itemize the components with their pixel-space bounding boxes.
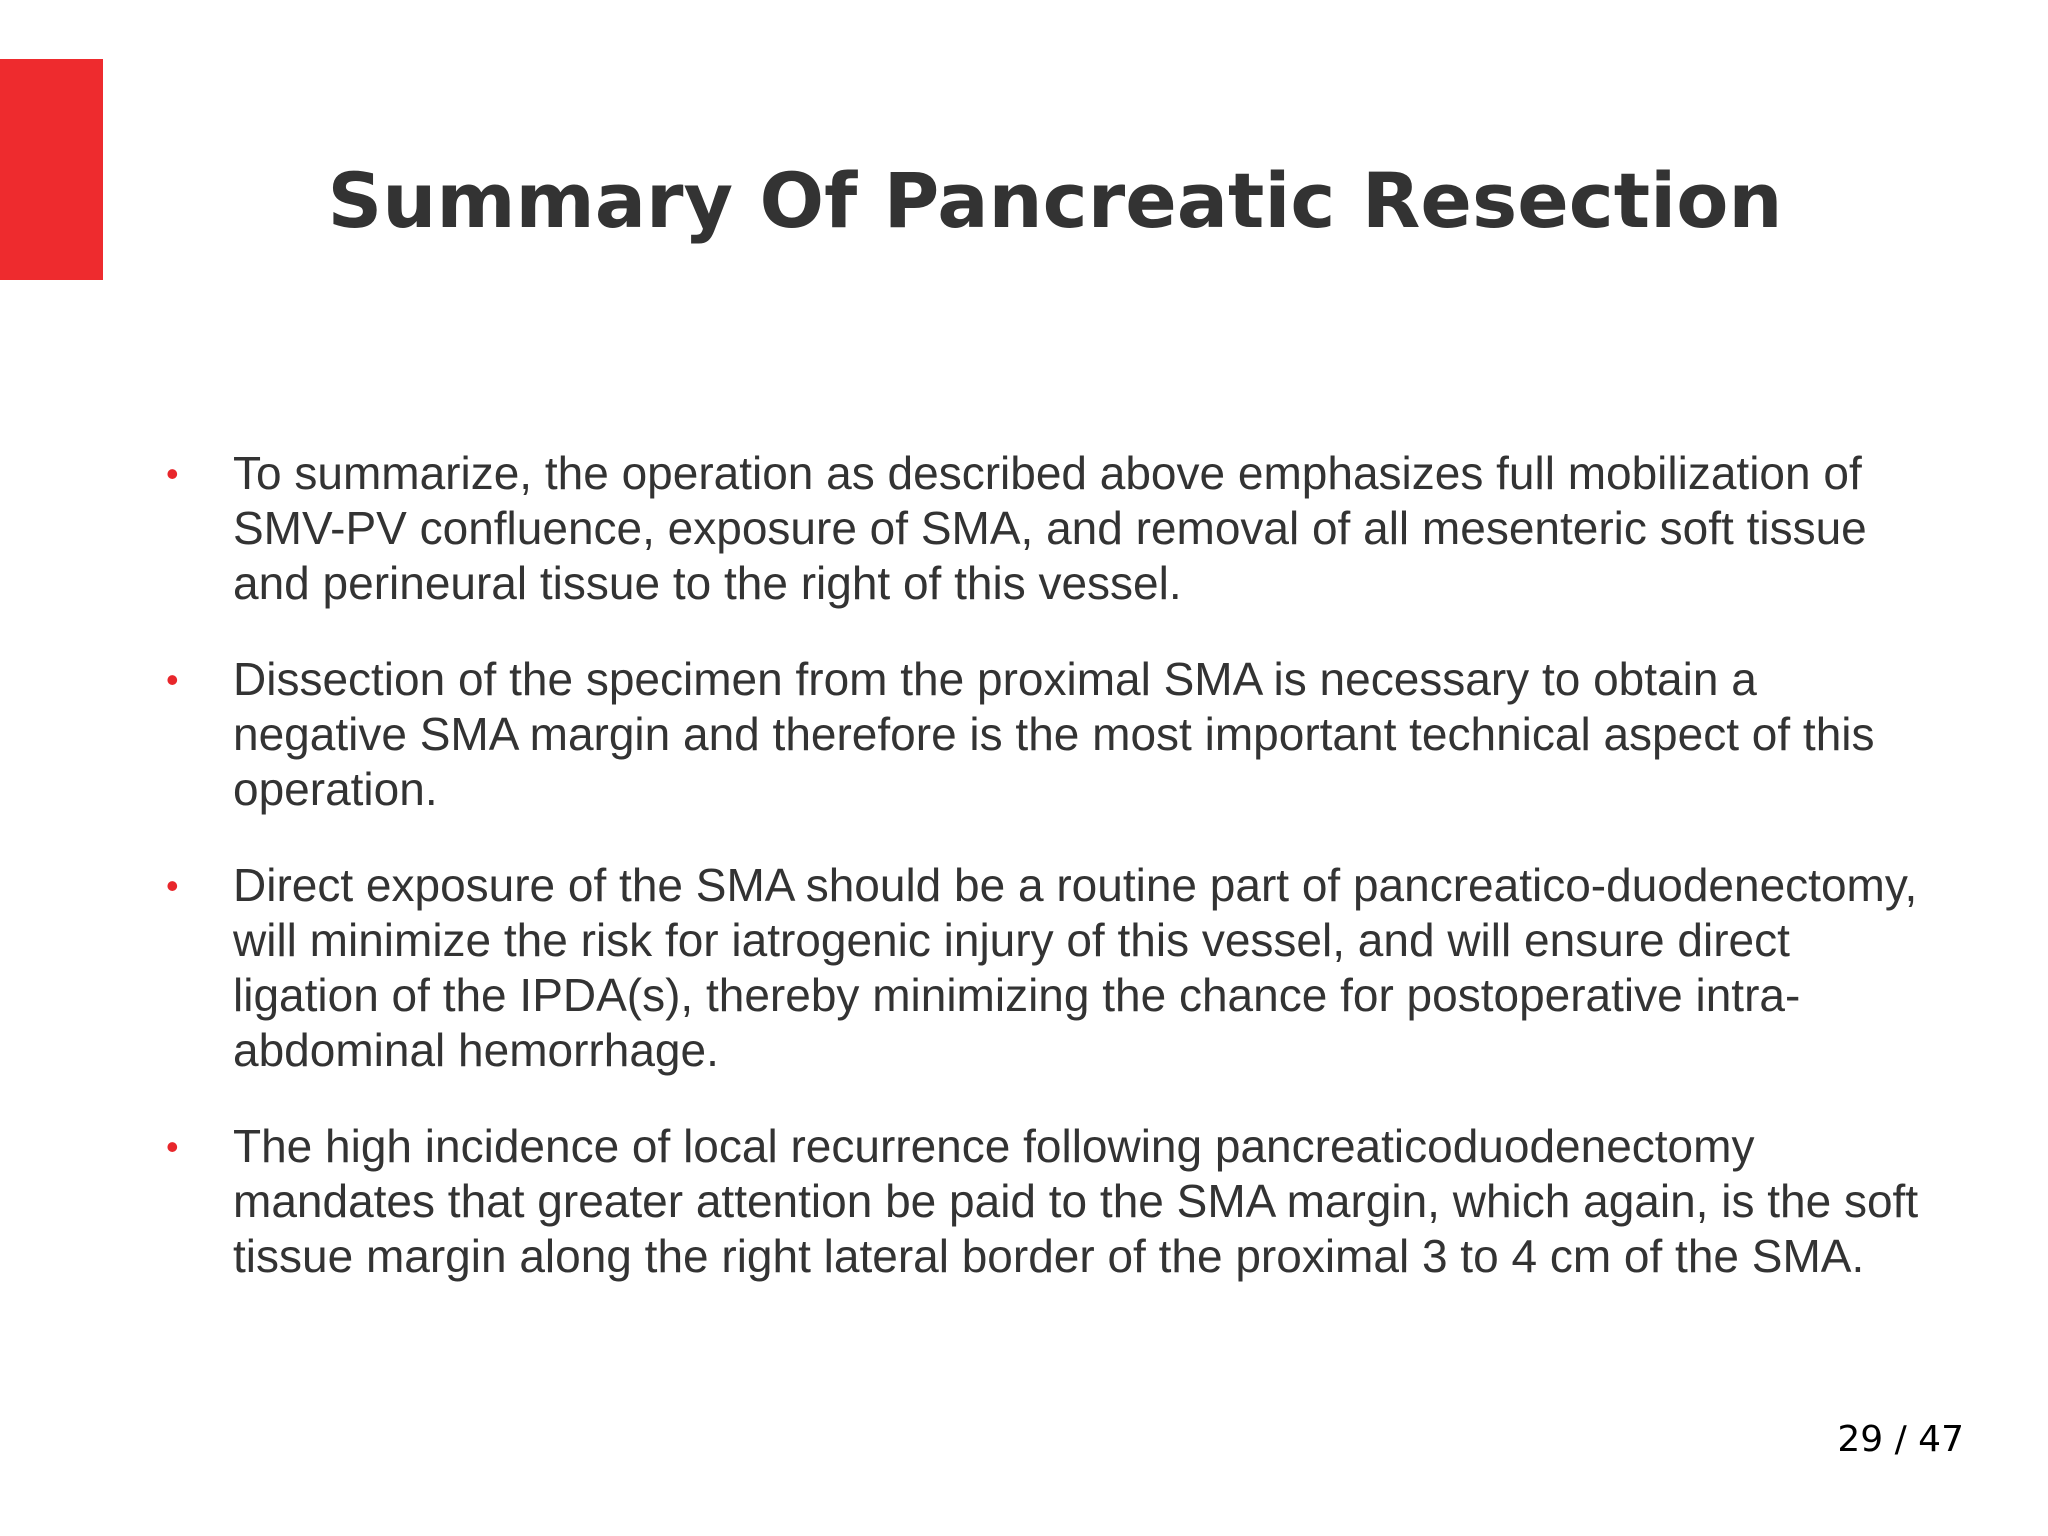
bullet-text: Dissection of the specimen from the proximal SMA is necessary to obtain a negative SMA margin and therefore is the most important technical aspect of this operation. [233, 653, 1875, 815]
bullet-dot-icon: • [166, 865, 179, 906]
bullet-text: Direct exposure of the SMA should be a routine part of pancreatico-duodenectomy, will minimize the risk for iatrogenic injury of this vessel, and will ensure direct ligation of the IPDA(s), thereby minimizing the chance for postoperative intra-abdominal hemorrhage. [233, 859, 1918, 1076]
bullet-item [0, 1119, 1933, 1284]
bullet-text: To summarize, the operation as described above emphasizes full mobilization of SMV-PV confluence, exposure of SMA, and removal of all mesenteric soft tissue and perineural tissue to the right of this vessel. [233, 447, 1867, 609]
bullet-dot-icon: • [166, 453, 179, 494]
bullet-list [0, 446, 2048, 1325]
page-number: 29 / 47 [1837, 1419, 1964, 1460]
bullet-dot-icon: • [166, 659, 179, 700]
bullet-dot-icon: • [166, 1126, 179, 1167]
bullet-item [0, 652, 1933, 817]
bullet-text: The high incidence of local recurrence following pancreaticoduodenectomy mandates that greater attention be paid to the SMA margin, which again, is the soft tissue margin along the right lateral border of the proximal 3 to 4 cm of the SMA. [233, 1120, 1919, 1282]
bullet-item [0, 446, 1933, 611]
bullet-item [0, 858, 1933, 1078]
slide-title: Summary Of Pancreatic Resection [327, 156, 1783, 245]
